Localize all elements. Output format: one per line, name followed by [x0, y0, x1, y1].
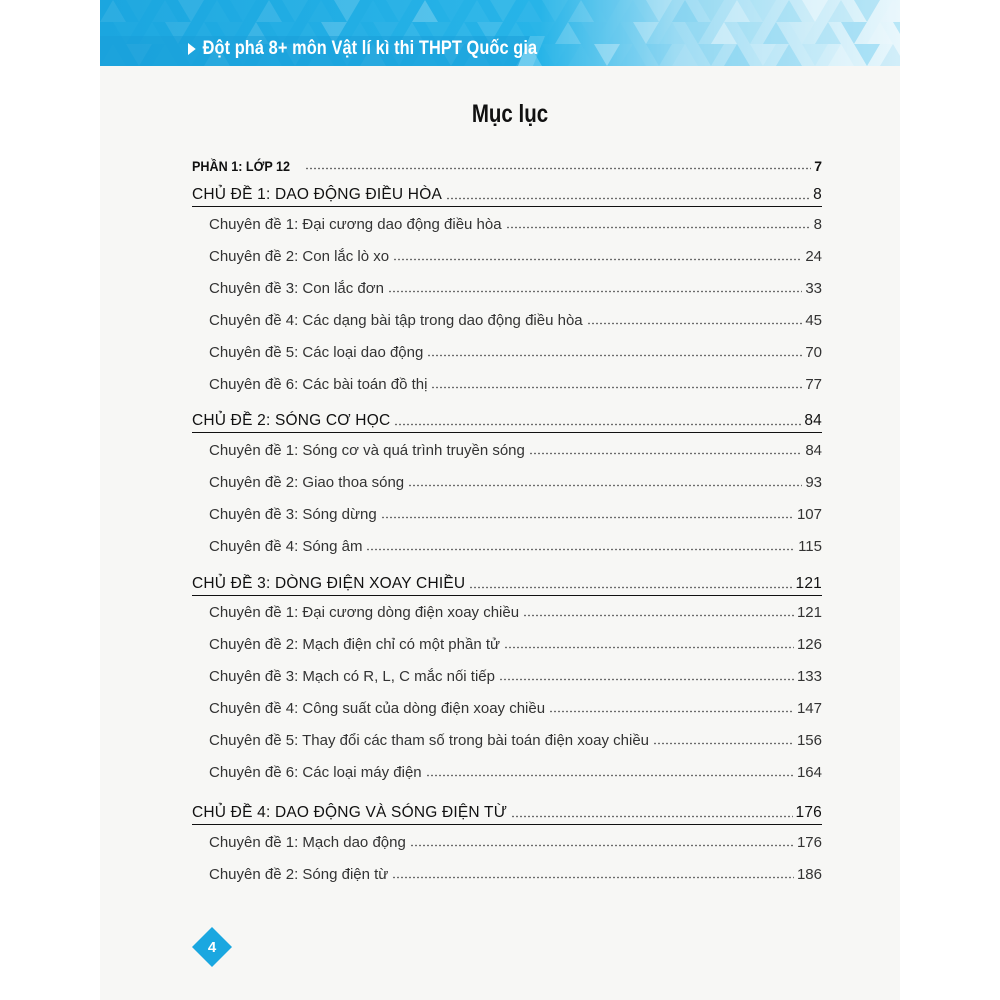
chapter-underline [192, 595, 822, 596]
dot-leader [549, 695, 794, 713]
toc-subentry [209, 371, 822, 393]
dot-leader [408, 469, 802, 487]
toc-page-number: 7 [814, 158, 822, 174]
toc-entry-label: Chuyên đề 1: Đại cương dao động điều hòa [209, 216, 502, 233]
toc-entry-label: Chuyên đề 3: Mạch có R, L, C mắc nối tiếp [209, 668, 495, 685]
toc-subentry [209, 307, 822, 329]
toc-entry-label: Chuyên đề 2: Giao thoa sóng [209, 474, 405, 491]
page-number-badge [190, 925, 234, 969]
toc-subentry [209, 275, 822, 297]
toc-entry-label: Chuyên đề 4: Sóng âm [209, 538, 363, 555]
toc-entry-label: CHỦ ĐỀ 4: DAO ĐỘNG VÀ SÓNG ĐIỆN TỪ [192, 804, 508, 821]
toc-entry-label: CHỦ ĐỀ 3: DÒNG ĐIỆN XOAY CHIỀU [192, 575, 466, 592]
toc-subentry [209, 663, 822, 685]
toc-page-number: 45 [805, 312, 822, 329]
toc-entry-label: CHỦ ĐỀ 1: DAO ĐỘNG ĐIỀU HÒA [192, 186, 442, 203]
dot-leader [431, 371, 802, 389]
dot-leader [499, 663, 794, 681]
toc-page-number: 8 [813, 216, 822, 233]
toc-entry-label: Chuyên đề 1: Mạch dao động [209, 834, 406, 851]
toc-entry-label: PHẦN 1: LỚP 12 [192, 158, 291, 174]
toc-subentry [209, 695, 822, 717]
toc-page-number: 8 [813, 186, 822, 203]
toc-subentry [209, 727, 822, 749]
dot-leader [504, 631, 794, 649]
dot-leader [388, 275, 802, 293]
toc-page-number: 133 [796, 668, 822, 685]
chapter-underline [192, 432, 822, 433]
toc-page-number: 84 [804, 412, 822, 429]
toc-entry-label: Chuyên đề 2: Sóng điện từ [209, 866, 389, 883]
toc-page-number: 121 [795, 575, 822, 592]
chapter-underline [192, 206, 822, 207]
dot-leader [529, 437, 802, 455]
toc-page-number: 121 [796, 604, 822, 621]
toc-entry-label: Chuyên đề 2: Mạch điện chỉ có một phần tử [209, 636, 501, 653]
toc-subentry [209, 469, 822, 491]
dot-leader [523, 599, 794, 617]
dot-leader [587, 307, 803, 325]
dot-leader [427, 339, 802, 357]
dot-leader [506, 211, 811, 229]
toc-subentry [209, 861, 822, 883]
toc-page-number: 84 [805, 442, 822, 459]
toc-page-number: 164 [796, 764, 822, 781]
dot-leader [469, 571, 792, 589]
toc-subentry [209, 829, 822, 851]
toc-page-number: 115 [798, 538, 822, 555]
toc-entry-label: CHỦ ĐỀ 2: SÓNG CƠ HỌC [192, 412, 391, 429]
dot-leader [305, 152, 811, 170]
dot-leader [366, 533, 795, 551]
toc-page-number: 176 [796, 834, 822, 851]
toc-page-number: 93 [805, 474, 822, 491]
toc-entry-label: Chuyên đề 6: Các bài toán đồ thị [209, 376, 428, 393]
dot-leader [426, 759, 794, 777]
toc-entry-label: Chuyên đề 5: Thay đổi các tham số trong bài toán điện xoay chiều [209, 732, 650, 749]
chapter-underline [192, 824, 822, 825]
toc-chapter [192, 408, 822, 430]
toc-title: Mục lục [471, 100, 549, 128]
toc-entry-label: Chuyên đề 4: Công suất của dòng điện xoay chiều [209, 700, 546, 717]
toc-subentry [209, 437, 822, 459]
dot-leader [511, 800, 792, 818]
toc-entry-label: Chuyên đề 3: Con lắc đơn [209, 280, 384, 297]
page-number: 4 [207, 938, 217, 956]
toc-entry-label: Chuyên đề 1: Sóng cơ và quá trình truyền sóng [209, 442, 525, 459]
toc-page-number: 147 [796, 700, 822, 717]
toc-page-number: 70 [805, 344, 822, 361]
dot-leader [393, 243, 802, 261]
toc-chapter [192, 182, 822, 204]
toc-subentry [209, 631, 822, 653]
toc-page-number: 24 [805, 248, 822, 265]
toc-page-number: 33 [805, 280, 822, 297]
toc-subentry [209, 243, 822, 265]
dot-leader [653, 727, 794, 745]
dot-leader [410, 829, 794, 847]
toc-subentry [209, 339, 822, 361]
toc-entry-label: Chuyên đề 5: Các loại dao động [209, 344, 424, 361]
toc-chapter [192, 800, 822, 822]
toc-subentry [209, 211, 822, 233]
toc-subentry [209, 533, 822, 555]
toc-chapter [192, 571, 822, 593]
dot-leader [392, 861, 794, 879]
toc-part [192, 152, 822, 174]
toc-subentry [209, 501, 822, 523]
toc-page-number: 126 [796, 636, 822, 653]
toc-subentry [209, 599, 822, 621]
toc-page-number: 176 [795, 804, 822, 821]
toc-entry-label: Chuyên đề 1: Đại cương dòng điện xoay chiều [209, 604, 520, 621]
toc-entry-label: Chuyên đề 2: Con lắc lò xo [209, 248, 390, 265]
toc-entry-label: Chuyên đề 3: Sóng dừng [209, 506, 377, 523]
dot-leader [446, 182, 810, 200]
toc-page-number: 156 [796, 732, 822, 749]
header-title-text: Đột phá 8+ môn Vật lí kì thi THPT Quốc gia [202, 38, 538, 59]
toc-entry-label: Chuyên đề 6: Các loại máy điện [209, 764, 422, 781]
dot-leader [381, 501, 794, 519]
toc-page-number: 186 [796, 866, 822, 883]
toc-page-number: 77 [805, 376, 822, 393]
dot-leader [394, 408, 801, 426]
toc-subentry [209, 759, 822, 781]
toc-entry-label: Chuyên đề 4: Các dạng bài tập trong dao động điều hòa [209, 312, 583, 329]
toc-page-number: 107 [796, 506, 822, 523]
